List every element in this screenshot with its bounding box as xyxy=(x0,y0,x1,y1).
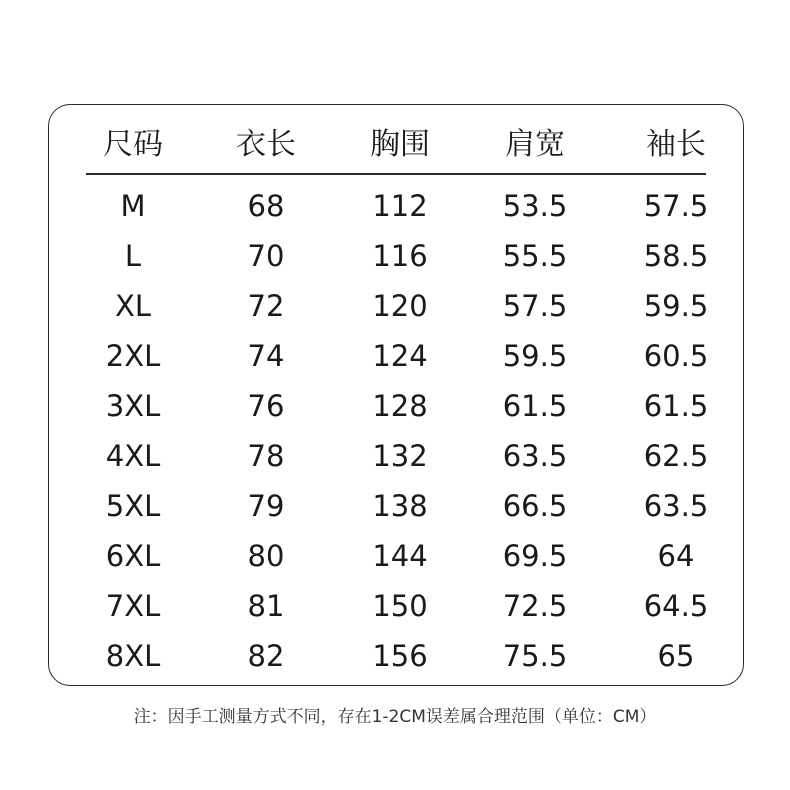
table-cell-length: 81 xyxy=(247,589,285,623)
table-cell-size: 8XL xyxy=(105,639,161,673)
table-cell-shoulder: 66.5 xyxy=(502,489,568,523)
table-cell-length: 74 xyxy=(247,339,285,373)
table-cell-shoulder: 63.5 xyxy=(502,439,568,473)
table-cell-sleeve: 59.5 xyxy=(643,289,709,323)
column-header-sleeve: 袖长 xyxy=(646,127,706,162)
table-cell-shoulder: 69.5 xyxy=(502,539,568,573)
table-cell-chest: 150 xyxy=(372,589,428,623)
table-cell-shoulder: 57.5 xyxy=(502,289,568,323)
table-cell-shoulder: 55.5 xyxy=(502,239,568,273)
measurement-note: 注：因手工测量方式不同，存在1-2CM误差属合理范围（单位：CM） xyxy=(133,707,657,727)
table-cell-size: 7XL xyxy=(105,589,161,623)
table-cell-chest: 138 xyxy=(372,489,428,523)
table-cell-chest: 128 xyxy=(372,389,428,423)
table-cell-shoulder: 61.5 xyxy=(502,389,568,423)
table-cell-shoulder: 53.5 xyxy=(502,189,568,223)
table-cell-shoulder: 59.5 xyxy=(502,339,568,373)
column-header-shoulder: 肩宽 xyxy=(505,127,565,162)
table-cell-chest: 112 xyxy=(372,189,428,223)
table-cell-chest: 132 xyxy=(372,439,428,473)
table-cell-chest: 120 xyxy=(372,289,428,323)
table-cell-sleeve: 62.5 xyxy=(643,439,709,473)
table-cell-length: 79 xyxy=(247,489,285,523)
table-cell-sleeve: 57.5 xyxy=(643,189,709,223)
table-cell-shoulder: 72.5 xyxy=(502,589,568,623)
table-cell-length: 82 xyxy=(247,639,285,673)
column-header-length: 衣长 xyxy=(236,127,296,162)
column-header-chest: 胸围 xyxy=(370,127,430,162)
header-divider xyxy=(86,173,706,175)
table-cell-sleeve: 64.5 xyxy=(643,589,709,623)
table-cell-size: 4XL xyxy=(105,439,161,473)
table-cell-size: M xyxy=(120,189,146,223)
table-cell-length: 80 xyxy=(247,539,285,573)
table-cell-sleeve: 61.5 xyxy=(643,389,709,423)
table-cell-size: L xyxy=(124,239,142,273)
table-cell-shoulder: 75.5 xyxy=(502,639,568,673)
column-header-size: 尺码 xyxy=(103,127,163,162)
table-cell-chest: 156 xyxy=(372,639,428,673)
table-cell-size: 3XL xyxy=(105,389,161,423)
table-cell-size: 6XL xyxy=(105,539,161,573)
table-cell-size: 5XL xyxy=(105,489,161,523)
table-cell-sleeve: 58.5 xyxy=(643,239,709,273)
table-cell-length: 76 xyxy=(247,389,285,423)
table-cell-size: XL xyxy=(114,289,152,323)
table-cell-chest: 124 xyxy=(372,339,428,373)
table-cell-length: 70 xyxy=(247,239,285,273)
table-cell-sleeve: 64 xyxy=(657,539,695,573)
table-cell-length: 78 xyxy=(247,439,285,473)
table-cell-sleeve: 65 xyxy=(657,639,695,673)
table-cell-length: 72 xyxy=(247,289,285,323)
table-cell-size: 2XL xyxy=(105,339,161,373)
table-cell-chest: 144 xyxy=(372,539,428,573)
table-cell-chest: 116 xyxy=(372,239,428,273)
table-cell-sleeve: 63.5 xyxy=(643,489,709,523)
table-cell-length: 68 xyxy=(247,189,285,223)
table-cell-sleeve: 60.5 xyxy=(643,339,709,373)
